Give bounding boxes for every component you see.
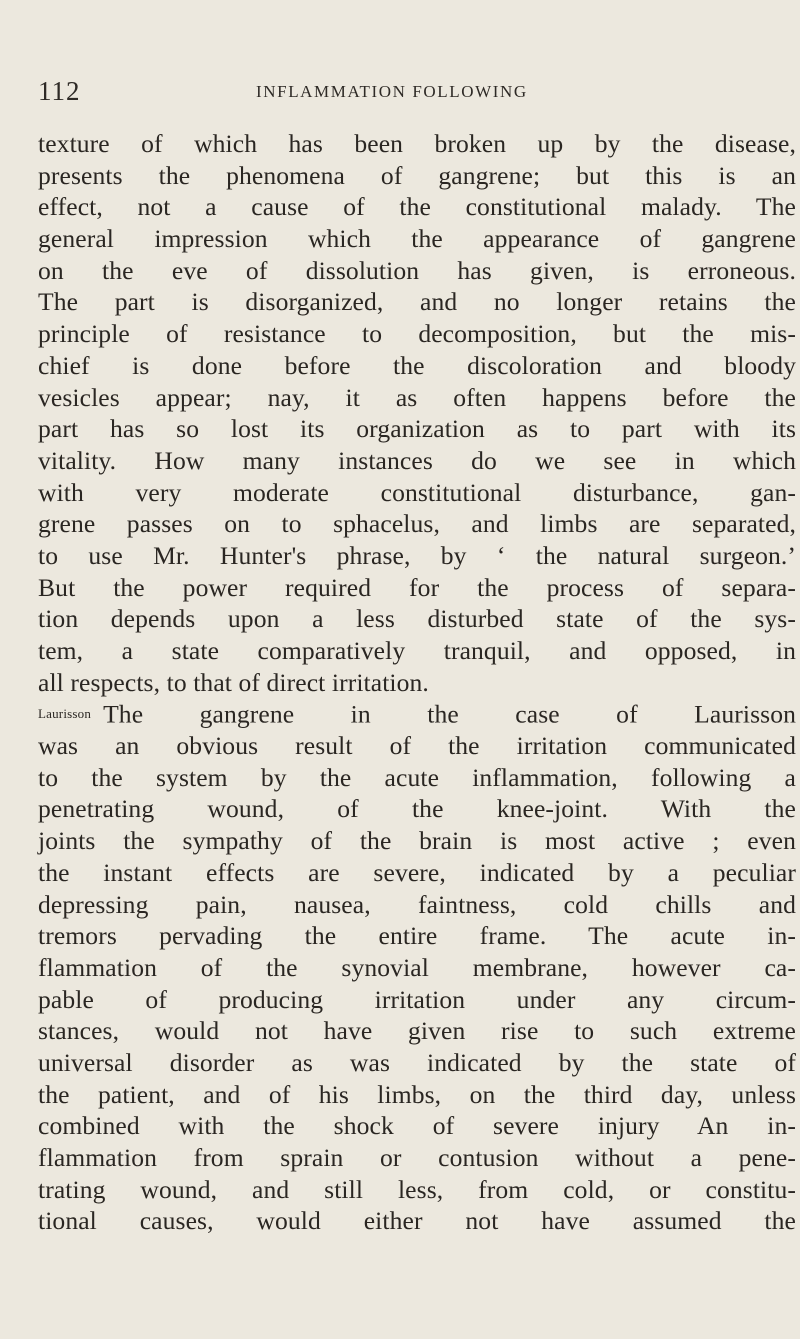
- running-title: INFLAMMATION FOLLOWING: [256, 82, 528, 101]
- text-line: penetrating wound, of the knee-joint. With the: [38, 794, 796, 824]
- text-line: depressing pain, nausea, faintness, cold chills and: [38, 889, 796, 919]
- text-line: tion depends upon a less disturbed state of the sys-: [38, 604, 796, 634]
- text-line: flammation of the synovial membrane, however ca-: [38, 952, 796, 982]
- text-line: trating wound, and still less, from cold, or constitu-: [38, 1174, 796, 1204]
- text-line: the instant effects are severe, indicated by a peculiar: [38, 857, 796, 887]
- text-line: general impression which the appearance of gangrene: [38, 224, 796, 254]
- text-line: The part is disorganized, and no longer retains the: [38, 287, 796, 317]
- text-line: grene passes on to sphacelus, and limbs are separated,: [38, 509, 796, 539]
- text-line: tional causes, would either not have assumed the: [38, 1206, 796, 1236]
- text-line: all respects, to that of direct irritation.: [38, 667, 429, 697]
- text-line: joints the sympathy of the brain is most active ; even: [38, 826, 796, 856]
- text-line: to use Mr. Hunter's phrase, by ‘ the natural surgeon.’: [38, 540, 796, 570]
- page-number: 112: [38, 76, 81, 106]
- text-line: to the system by the acute inflammation, following a: [38, 762, 796, 792]
- text-line: flammation from sprain or contusion without a pene-: [38, 1143, 796, 1172]
- text-line: chief is done before the discoloration and bloody: [38, 350, 796, 380]
- text-line: part has so lost its organization as to part with its: [38, 414, 796, 444]
- text-line: pable of producing irritation under any circum-: [38, 984, 796, 1014]
- running-head: [38, 76, 758, 106]
- text-line: combined with the shock of severe injury An in-: [38, 1111, 796, 1141]
- text-line: The gangrene in the case of Laurisson: [103, 699, 796, 729]
- text-line: presents the phenomena of gangrene; but this is an: [38, 160, 796, 190]
- text-line: with very moderate constitutional disturbance, gan-: [38, 477, 796, 507]
- margin-note: Laurisson: [38, 706, 92, 722]
- text-line: universal disorder as was indicated by the state of: [38, 1047, 796, 1077]
- text-line: vitality. How many instances do we see in which: [38, 445, 796, 475]
- text-line-with-side-note: [38, 698, 796, 730]
- text-line: But the power required for the process of separa-: [38, 572, 796, 602]
- text-line: tem, a state comparatively tranquil, and opposed, in: [38, 636, 796, 665]
- text-line: was an obvious result of the irritation communicated: [38, 731, 796, 761]
- body-text: [38, 128, 796, 1237]
- text-line: texture of which has been broken up by the disease,: [38, 129, 796, 158]
- text-line: on the eve of dissolution has given, is erroneous.: [38, 255, 796, 285]
- text-line: principle of resistance to decomposition, but the mis-: [38, 319, 796, 349]
- text-line: effect, not a cause of the constitutional malady. The: [38, 192, 796, 222]
- text-line: the patient, and of his limbs, on the third day, unless: [38, 1079, 796, 1109]
- text-line: vesicles appear; nay, it as often happens before the: [38, 382, 796, 412]
- text-line: tremors pervading the entire frame. The acute in-: [38, 921, 796, 951]
- text-line: stances, would not have given rise to such extreme: [38, 1016, 796, 1046]
